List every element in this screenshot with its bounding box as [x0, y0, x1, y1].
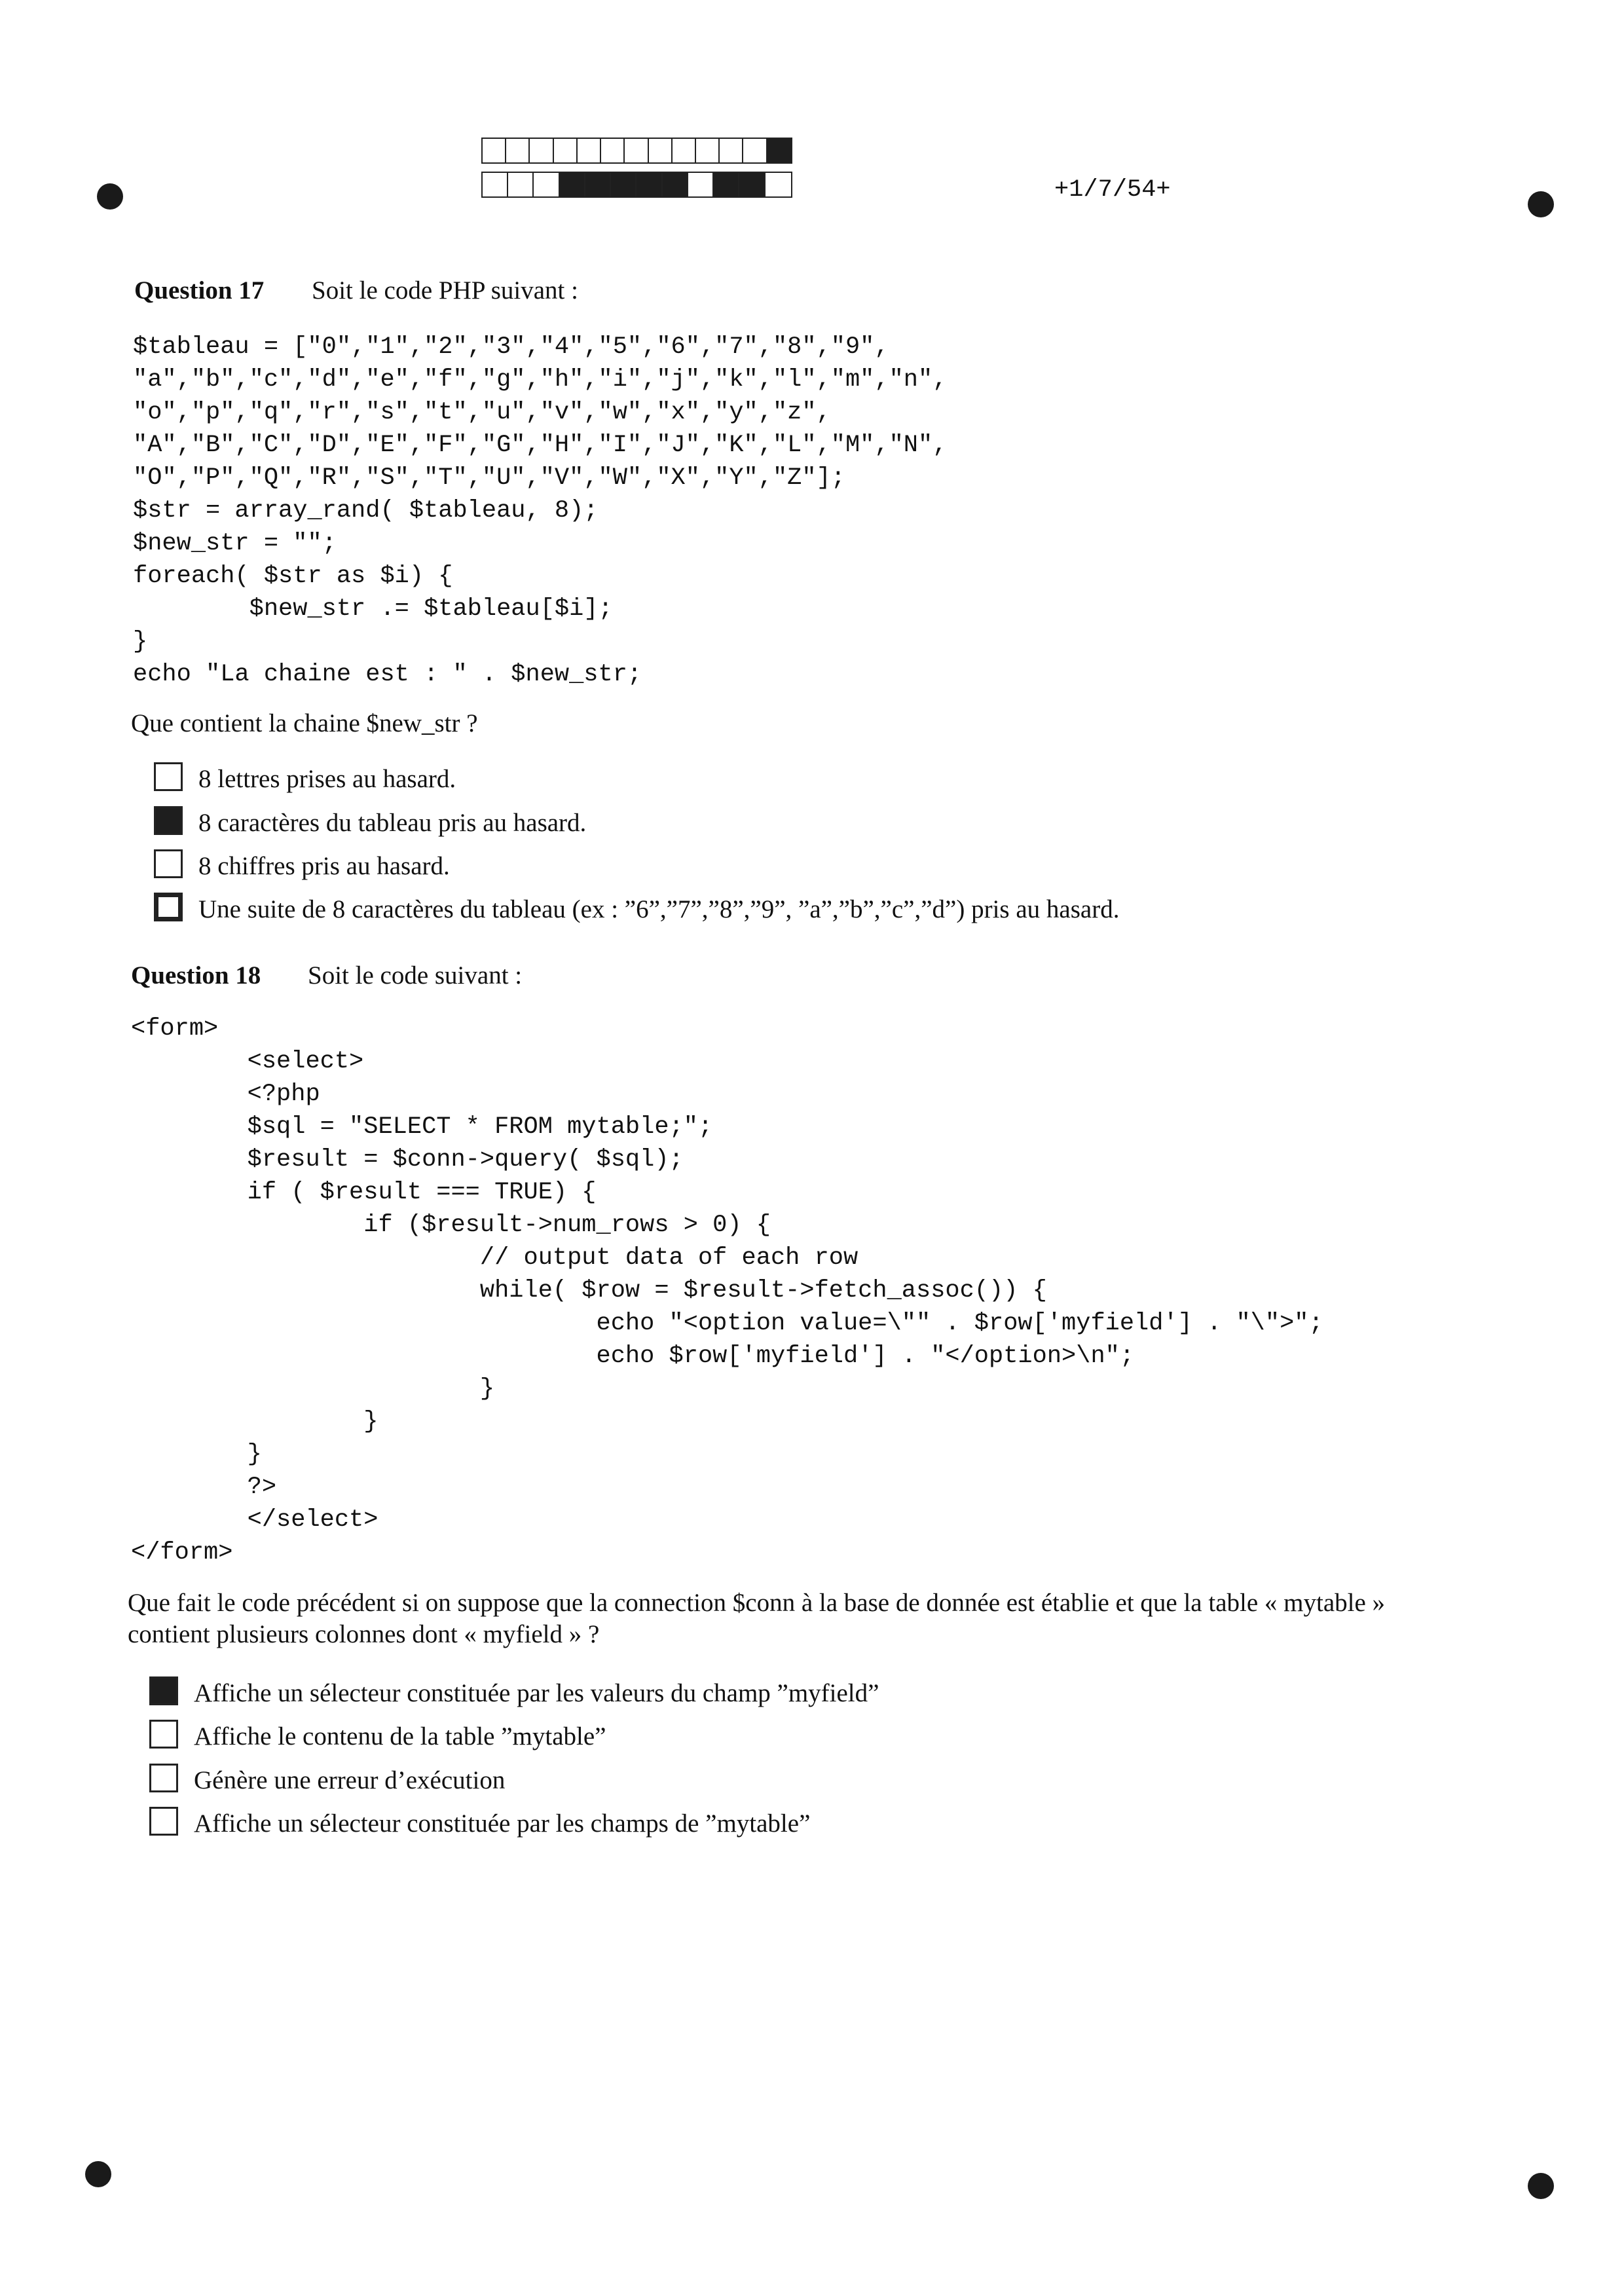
code-line: if ($result->num_rows > 0) {: [131, 1212, 771, 1239]
code-line: // output data of each row: [131, 1244, 858, 1272]
answer-label: Affiche un sélecteur constituée par les champs de ”mytable”: [194, 1809, 811, 1838]
code-line: }: [131, 1375, 495, 1403]
code-line: $result = $conn->query( $sql);: [131, 1146, 684, 1174]
code-line: $tableau = ["0","1","2","3","4","5","6","7","8","9",: [133, 333, 889, 361]
question-17-number: Question 17: [134, 276, 265, 305]
answer-checkbox[interactable]: [154, 762, 183, 791]
answer-checkbox[interactable]: [149, 1764, 178, 1792]
question-18-prompt-line-2: contient plusieurs colonnes dont « myfield » ?: [128, 1620, 600, 1648]
question-17-intro: Soit le code PHP suivant :: [312, 276, 578, 305]
barcode-bottom-cell: [714, 173, 739, 196]
code-line: $sql = "SELECT * FROM mytable;";: [131, 1113, 713, 1141]
answer-label: Affiche un sélecteur constituée par les valeurs du champ ”myfield”: [194, 1679, 879, 1707]
question-18-intro: Soit le code suivant :: [308, 961, 523, 990]
barcode-bottom-cell: [688, 173, 714, 196]
barcode-bottom-cell: [585, 173, 611, 196]
registration-mark-bottom-left: [85, 2161, 111, 2187]
code-line: "A","B","C","D","E","F","G","H","I","J","K","L","M","N",: [133, 432, 948, 459]
code-line: <form>: [131, 1015, 219, 1043]
code-line: $new_str .= $tableau[$i];: [133, 595, 613, 623]
question-17-prompt: Que contient la chaine $new_str ?: [131, 709, 478, 737]
barcode-bottom-cell: [663, 173, 688, 196]
answer-checkbox[interactable]: [154, 806, 183, 835]
code-line: }: [131, 1441, 262, 1468]
question-18-number: Question 18: [131, 961, 261, 990]
answer-label: Affiche le contenu de la table ”mytable”: [194, 1722, 606, 1750]
code-line: ?>: [131, 1473, 277, 1501]
barcode-top-cell: [625, 139, 648, 162]
answer-checkbox[interactable]: [149, 1676, 178, 1705]
registration-mark-top-left: [97, 183, 123, 210]
code-line: </select>: [131, 1506, 378, 1534]
code-line: echo $row['myfield'] . "</option>\n";: [131, 1342, 1135, 1370]
answer-label: Une suite de 8 caractères du tableau (ex : ”6”,”7”,”8”,”9”, ”a”,”b”,”c”,”d”) pris au hasard.: [198, 895, 1120, 923]
code-line: "o","p","q","r","s","t","u","v","w","x","y","z",: [133, 399, 831, 426]
page-id: +1/7/54+: [1054, 176, 1171, 204]
code-line: while( $row = $result->fetch_assoc()) {: [131, 1277, 1047, 1305]
answer-checkbox[interactable]: [149, 1720, 178, 1749]
code-line: $new_str = "";: [133, 530, 337, 557]
code-line: $str = array_rand( $tableau, 8);: [133, 497, 599, 525]
barcode-bottom-cell: [766, 173, 791, 196]
barcode-top: [481, 138, 792, 164]
answer-label: Génère une erreur d’exécution: [194, 1766, 506, 1794]
barcode-top-cell: [483, 139, 506, 162]
answer-checkbox[interactable]: [154, 849, 183, 878]
question-18-prompt-line-1: Que fait le code précédent si on suppose que la connection $conn à la base de donnée est établie et que la table « mytable »: [128, 1589, 1386, 1617]
code-line: foreach( $str as $i) {: [133, 563, 453, 590]
barcode-bottom-cell: [637, 173, 662, 196]
barcode-top-cell: [578, 139, 601, 162]
code-line: }: [133, 628, 148, 656]
code-line: if ( $result === TRUE) {: [131, 1179, 597, 1206]
code-line: "a","b","c","d","e","f","g","h","i","j","k","l","m","n",: [133, 366, 948, 394]
answer-checkbox[interactable]: [149, 1807, 178, 1836]
barcode-bottom-cell: [560, 173, 585, 196]
code-line: }: [131, 1408, 378, 1435]
answer-checkbox[interactable]: [154, 893, 183, 921]
barcode-top-cell: [696, 139, 720, 162]
barcode-top-cell: [506, 139, 530, 162]
answer-label: 8 caractères du tableau pris au hasard.: [198, 809, 587, 837]
answer-label: 8 lettres prises au hasard.: [198, 765, 456, 793]
barcode-top-cell: [767, 139, 791, 162]
barcode-top-cell: [601, 139, 625, 162]
code-line: echo "La chaine est : " . $new_str;: [133, 661, 642, 688]
barcode-bottom-cell: [739, 173, 765, 196]
code-line: echo "<option value=\"" . $row['myfield'] . "\">";: [131, 1310, 1323, 1337]
barcode-bottom: [481, 172, 792, 198]
barcode-bottom-cell: [534, 173, 559, 196]
barcode-bottom-cell: [611, 173, 637, 196]
code-line: <?php: [131, 1081, 320, 1108]
barcode-top-cell: [743, 139, 767, 162]
code-line: </form>: [131, 1539, 233, 1566]
barcode-bottom-cell: [483, 173, 508, 196]
barcode-bottom-cell: [508, 173, 534, 196]
code-line: <select>: [131, 1048, 364, 1075]
code-line: "O","P","Q","R","S","T","U","V","W","X","Y","Z"];: [133, 464, 845, 492]
barcode-top-cell: [720, 139, 743, 162]
barcode-top-cell: [530, 139, 553, 162]
registration-mark-bottom-right: [1528, 2173, 1554, 2199]
barcode-top-cell: [649, 139, 673, 162]
answer-label: 8 chiffres pris au hasard.: [198, 852, 450, 880]
barcode-top-cell: [554, 139, 578, 162]
barcode-top-cell: [673, 139, 696, 162]
registration-mark-top-right: [1528, 191, 1554, 217]
